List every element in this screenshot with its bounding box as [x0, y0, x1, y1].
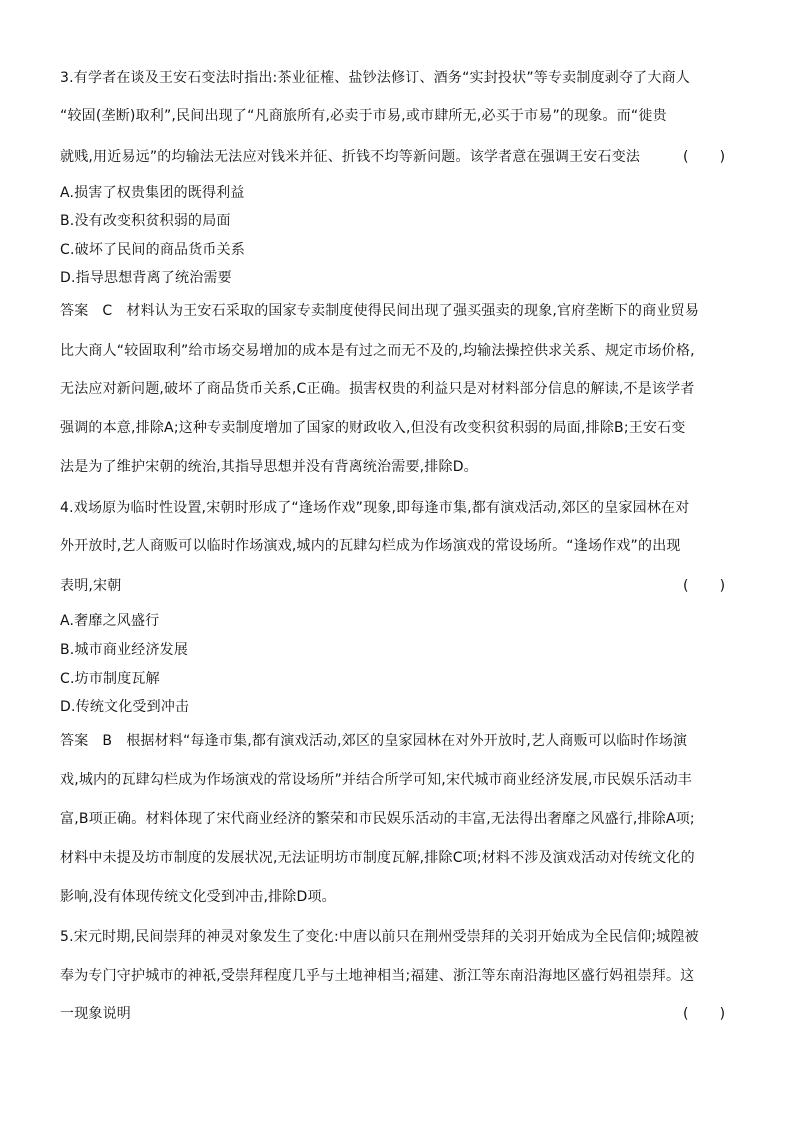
q5-stem-line-1: 5.宋元时期,民间崇拜的神灵对象发生了变化:中唐以前只在荆州受崇拜的关羽开始成为全民信仰;城隍被	[60, 929, 699, 945]
q3-stem-line-1: 3.有学者在谈及王安石变法时指出:茶业征榷、盐钞法修订、酒务“实封投状”等专卖制度剥夺了大商人	[60, 70, 690, 86]
q3-stem-line-3: 就贱,用近易远”的均输法无法应对钱米并征、折钱不均等新问题。该学者意在强调王安石变法	[60, 149, 641, 165]
answer-key: B	[102, 733, 113, 749]
answer-label: 答案	[60, 733, 89, 749]
q4-explanation-line-3: 富,B项正确。材料体现了宋代商业经济的繁荣和市民娱乐活动的丰富,无法得出奢靡之风盛行,排除A项;	[60, 811, 695, 827]
q3-answer-line-1	[60, 301, 699, 321]
q4-option-c: C.坊市制度瓦解	[60, 671, 160, 687]
q4-stem-line-1: 4.戏场原为临时性设置,宋朝时形成了“逢场作戏”现象,即每逢市集,都有演戏活动,郊区的皇家园林在对	[60, 500, 690, 516]
q4-answer-line-1	[60, 731, 687, 751]
q4-option-a: A.奢靡之风盛行	[60, 613, 160, 629]
q4-explanation-line-2: 戏,城内的瓦肆勾栏成为作场演戏的常设场所”并结合所学可知,宋代城市商业经济发展,市民娱乐活动丰	[60, 772, 693, 788]
q3-option-d: D.指导思想背离了统治需要	[60, 270, 232, 286]
q3-explanation-line-4: 强调的本意,排除A;这种专卖制度增加了国家的财政收入,但没有改变积贫积弱的局面,排除B;王安石变	[60, 420, 686, 436]
q4-option-b: B.城市商业经济发展	[60, 642, 189, 658]
q3-option-b: B.没有改变积贫积弱的局面	[60, 213, 231, 229]
q4-stem-line-3: 表明,宋朝	[60, 578, 122, 594]
q5-answer-blank: ( )	[683, 1006, 726, 1022]
q4-explanation-text: 根据材料“每逢市集,都有演戏活动,郊区的皇家园林在对外开放时,艺人商贩可以临时作场演	[126, 733, 688, 749]
q3-option-a: A.损害了权贵集团的既得利益	[60, 185, 245, 201]
q4-explanation-line-4: 材料中未提及坊市制度的发展状况,无法证明坊市制度瓦解,排除C项;材料不涉及演戏活动对传统文化的	[60, 850, 695, 866]
q3-explanation-text: 材料认为王安石采取的国家专卖制度使得民间出现了强买强卖的现象,官府垄断下的商业贸易	[126, 303, 700, 319]
q3-explanation-line-2: 比大商人“较固取利”给市场交易增加的成本是有过之而无不及的,均输法操控供求关系、规定市场价格,	[60, 343, 695, 359]
q4-answer-blank: ( )	[683, 578, 726, 594]
answer-label: 答案	[60, 303, 89, 319]
q3-answer-blank: ( )	[683, 149, 726, 165]
q3-explanation-line-5: 法是为了维护宋朝的统治,其指导思想并没有背离统治需要,排除D。	[60, 459, 478, 475]
answer-key: C	[102, 303, 113, 319]
q3-stem-line-2: “较固(垄断)取利”,民间出现了“凡商旅所有,必卖于市易,或市肆所无,必买于市易”的现象。而“徙贵	[60, 108, 667, 124]
q5-stem-line-3: 一现象说明	[60, 1006, 131, 1022]
q4-explanation-line-5: 影响,没有体现传统文化受到冲击,排除D项。	[60, 889, 336, 905]
q3-explanation-line-3: 无法应对新问题,破坏了商品货币关系,C正确。损害权贵的利益只是对材料部分信息的解读,不是该学者	[60, 381, 695, 397]
q4-stem-line-2: 外开放时,艺人商贩可以临时作场演戏,城内的瓦肆勾栏成为作场演戏的常设场所。“逢场作戏”的出现	[60, 538, 681, 554]
q4-option-d: D.传统文化受到冲击	[60, 699, 190, 715]
q3-option-c: C.破坏了民间的商品货币关系	[60, 242, 246, 258]
q5-stem-line-2: 奉为专门守护城市的神祇,受崇拜程度几乎与土地神相当;福建、浙江等东南沿海地区盛行妈祖崇拜。这	[60, 968, 695, 984]
